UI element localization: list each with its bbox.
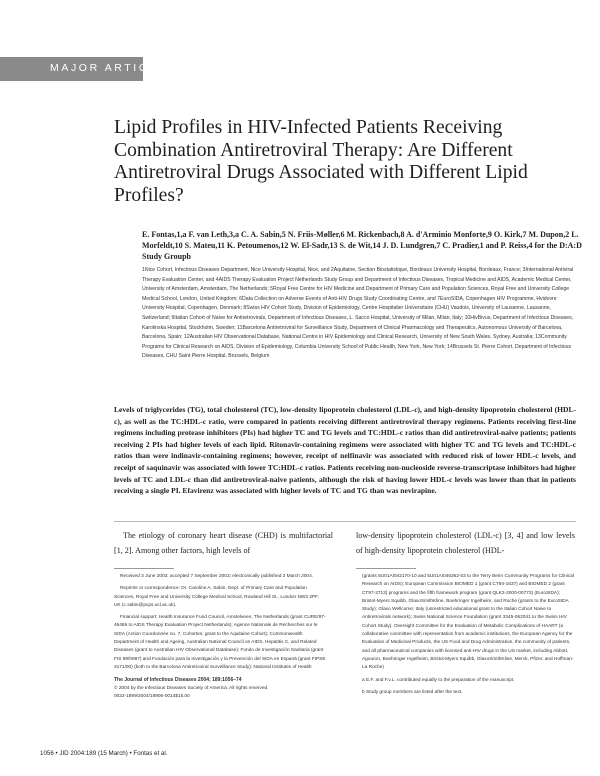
abstract: Levels of triglycerides (TG), total cholesterol (TC), low-density lipoprotein cholesterol (LDL-c), and high-density lipoprotein cholesterol (HDL-c), as well as the TC:HDL-c ratio, were compared in patients receiving different antiretroviral therapy regimens. Patients receiving first-line regimens including protease inhibitors (PIs) had higher TC and TG levels and TC:HDL-c ratios than did antiretroviral-naive patients; patients receiving 2 PIs had higher levels of each lipid. Ritonavir-containing regimens were associated with higher TC and TG levels and TC:HDL-c ratios than were indinavir-containing regimens; however, receipt of nelfinavir was associated with reduced risk of lower HDL-c levels, and receipt of saquinavir was associated with lower TC:HDL-c ratios. Patients receiving non-nucleoside reverse-transcriptase inhibitors had higher levels of TC and LDL-c than did antiretroviral-naive patients, although the risk of having lower HDL-c levels was lower than that in patients receiving a single PI. Efavirenz was associated with higher levels of TC and TG than was nevirapine. <box>114 405 576 496</box>
affiliations: 1Nice Cohort, Infectious Diseases Department, Nice University Hospital, Nice, and 2Aquitaine, Section Biostatistique, Bordeaux University Hospital, Bordeaux, France; 3International Antiviral Therapy Evaluation Center, and 4AIDS Therapy Evaluation Project Netherlands Study Group and Department of Infectious Diseases, Tropical Medicine and AIDS, Academic Medical Center, University of Amsterdam, Amsterdam, The Netherlands; 5Royal Free Centre for HIV Medicine and Department of Primary Care and Population Sciences, Royal Free and University College Medical School, London, United Kingdom; 6Data Collection on Adverse Events of Anti-HIV Drugs Study Coordinating Centre, and 7EuroSIDA, Copenhagen HIV Programme, Hvidovre University Hospital, Copenhagen, Denmark; 8Swiss HIV Cohort Study, Division of Epidemiology, Centre Hospitalier Universitaire (CHU) Vaudois, University of Lausanne, Lausanne, Switzerland; 9Italian Cohort of Naive for Antiretrovirals, Department of Infectious Diseases, L. Sacco Hospital, University of Milan, Milan, Italy; 10HivBivus, Department of Infectious Diseases, Karolinska Hospital, Stockholm, Sweden; 11Barcelona Antiretroviral for Surveillance Study, Department of Clinical Pharmacology and Therapeutics, Autonomous University of Barcelona, Barcelona, Spain; 12Australian HIV Observational Database, National Centre in HIV Epidemiology and Clinical Research, University of New South Wales, Sydney, Australia; 13Community Programs for Clinical Research on AIDS, Division of Epidemiology, Columbia University School of Public Health, New York, New York; 14Brussels St. Pierre Cohort, Department of Infectious Diseases, CHU Saint Pierre Hospital, Brussels, Belgium <box>142 267 574 360</box>
footnotes-left <box>114 573 326 701</box>
article-title: Lipid Profiles in HIV-Infected Patients Receiving Combination Antiretroviral Therapy: Are Different Antiretroviral Drugs Associated with Different Lipid Profiles? <box>114 117 528 206</box>
issn-note: 0022-1899/2004/18906-0014$15.00 <box>114 693 190 699</box>
author-list: E. Fontas,1,a F. van Leth,3,a C. A. Sabin,5 N. Friis-Møller,6 M. Rickenbach,8 A. d'Arminio Monforte,9 O. Kirk,7 M. Dupon,2 L. Morfeldt,10 S. Mateu,11 K. Petoumenos,12 W. El-Sadr,13 S. de Wit,14 J. D. Lundgren,7 C. Pradier,1 and P. Reiss,4 for the D:A:D Study Groupb <box>142 230 582 261</box>
financial-support-note: Financial support: Health Insurance Fund Council, Amstelveen, The Netherlands (grant CURE/97-46486 to AIDS Therapy Evaluation Project Netherlands); Agence Nationale de Recherches sur le SIDA (Action Coordonnée no. 7, Cohortes; grant to the Aquitaine Cohort); Commonwealth Department of Health and Ageing, Australian National Council on AIDS, Hepatitis C, and Related Diseases (grant to Australian HIV Observational Database); Fondo de Investigación Sanitaria (grant FIS 99/0887) and Fundación para la Investigación y la Prevención del SIDA en Espanā (grant FIPSE 3171/00) (both to the Barcelona Antiretroviral Surveillance Study); National Institutes of Health <box>114 615 326 670</box>
footnote-rule-left <box>114 568 174 569</box>
body-text-right: low-density lipoprotein cholesterol (LDL-c) [3, 4] and low levels of high-density lipoprotein cholesterol (HDL- <box>356 531 575 556</box>
footnotes-right <box>362 573 574 701</box>
body-text-left: The etiology of coronary heart disease (CHD) is multifactorial [1, 2]. Among other factors, high levels of <box>114 531 333 556</box>
journal-citation: The Journal of Infectious Diseases 2004; 189:1056–74 <box>114 677 242 684</box>
footnote-rule-right <box>356 568 416 569</box>
section-divider <box>114 521 576 522</box>
section-label: MAJOR ARTICLE <box>50 62 168 74</box>
reprints-note: Reprints or correspondence: Dr. Caroline A. Sabin, Dept. of Primary Care and Population Sciences, Royal Free and University College Medical School, Rowland Hill St., London NW3 2PF, UK (c.sabin@pcps.ucl.ac.uk). <box>114 586 319 608</box>
section-banner <box>0 57 168 81</box>
received-note: Received 3 June 2003; accepted 7 September 2003; electronically published 2 March 2004. <box>120 574 314 579</box>
grants-note: (grants 5U01AI042170-10 and 5U01AI046362-03 to the Terry Beirn Community Programs for Clinical Research on AIDS); European Commission BIOMED 1 (grant CT94-1637) and BIOMED 2 (grant CT97-2713) programs and the fifth framework program (grant QLK2-2000-00773) (EuroSIDA); Bristol-Myers Squibb, GlaxoSmithKline, Boehringer Ingelheim, and Roche (grants to the EuroSIDA Study); Glaxo Wellcome; Italy (unrestricted educational grant to the Italian Cohort Naive to Antiretrovirals network); Swiss National Science Foundation (grant 3345-062041 to the Swiss HIV Cohort Study). Oversight Committee for the Evaluation of Metabolic Complications of HAART (a collaborative committee with representation from academic institutions, the European Agency for the Evaluation of Medicinal Products, the US Food and Drug Administration, the community of patients, and all pharmaceutical companies with licensed anti-HIV drugs in the US market, including Abbott, Agouron, Boehringer Ingelheim, Bristol-Myers Squibb, GlaxoSmithKline, Merck, Pfizer, and Hoffman-La Roche) <box>362 574 574 671</box>
contribution-note: a E.F. and F.v.L. contributed equally to the preparation of the manuscript. <box>362 677 515 683</box>
copyright-note: © 2004 by the Infectious Diseases Society of America. All rights reserved. <box>114 685 269 691</box>
study-group-note: b Study group members are listed after the text. <box>362 689 463 695</box>
page-footer: 1056 • JID 2004:189 (15 March) • Fontas et al. <box>40 750 168 757</box>
